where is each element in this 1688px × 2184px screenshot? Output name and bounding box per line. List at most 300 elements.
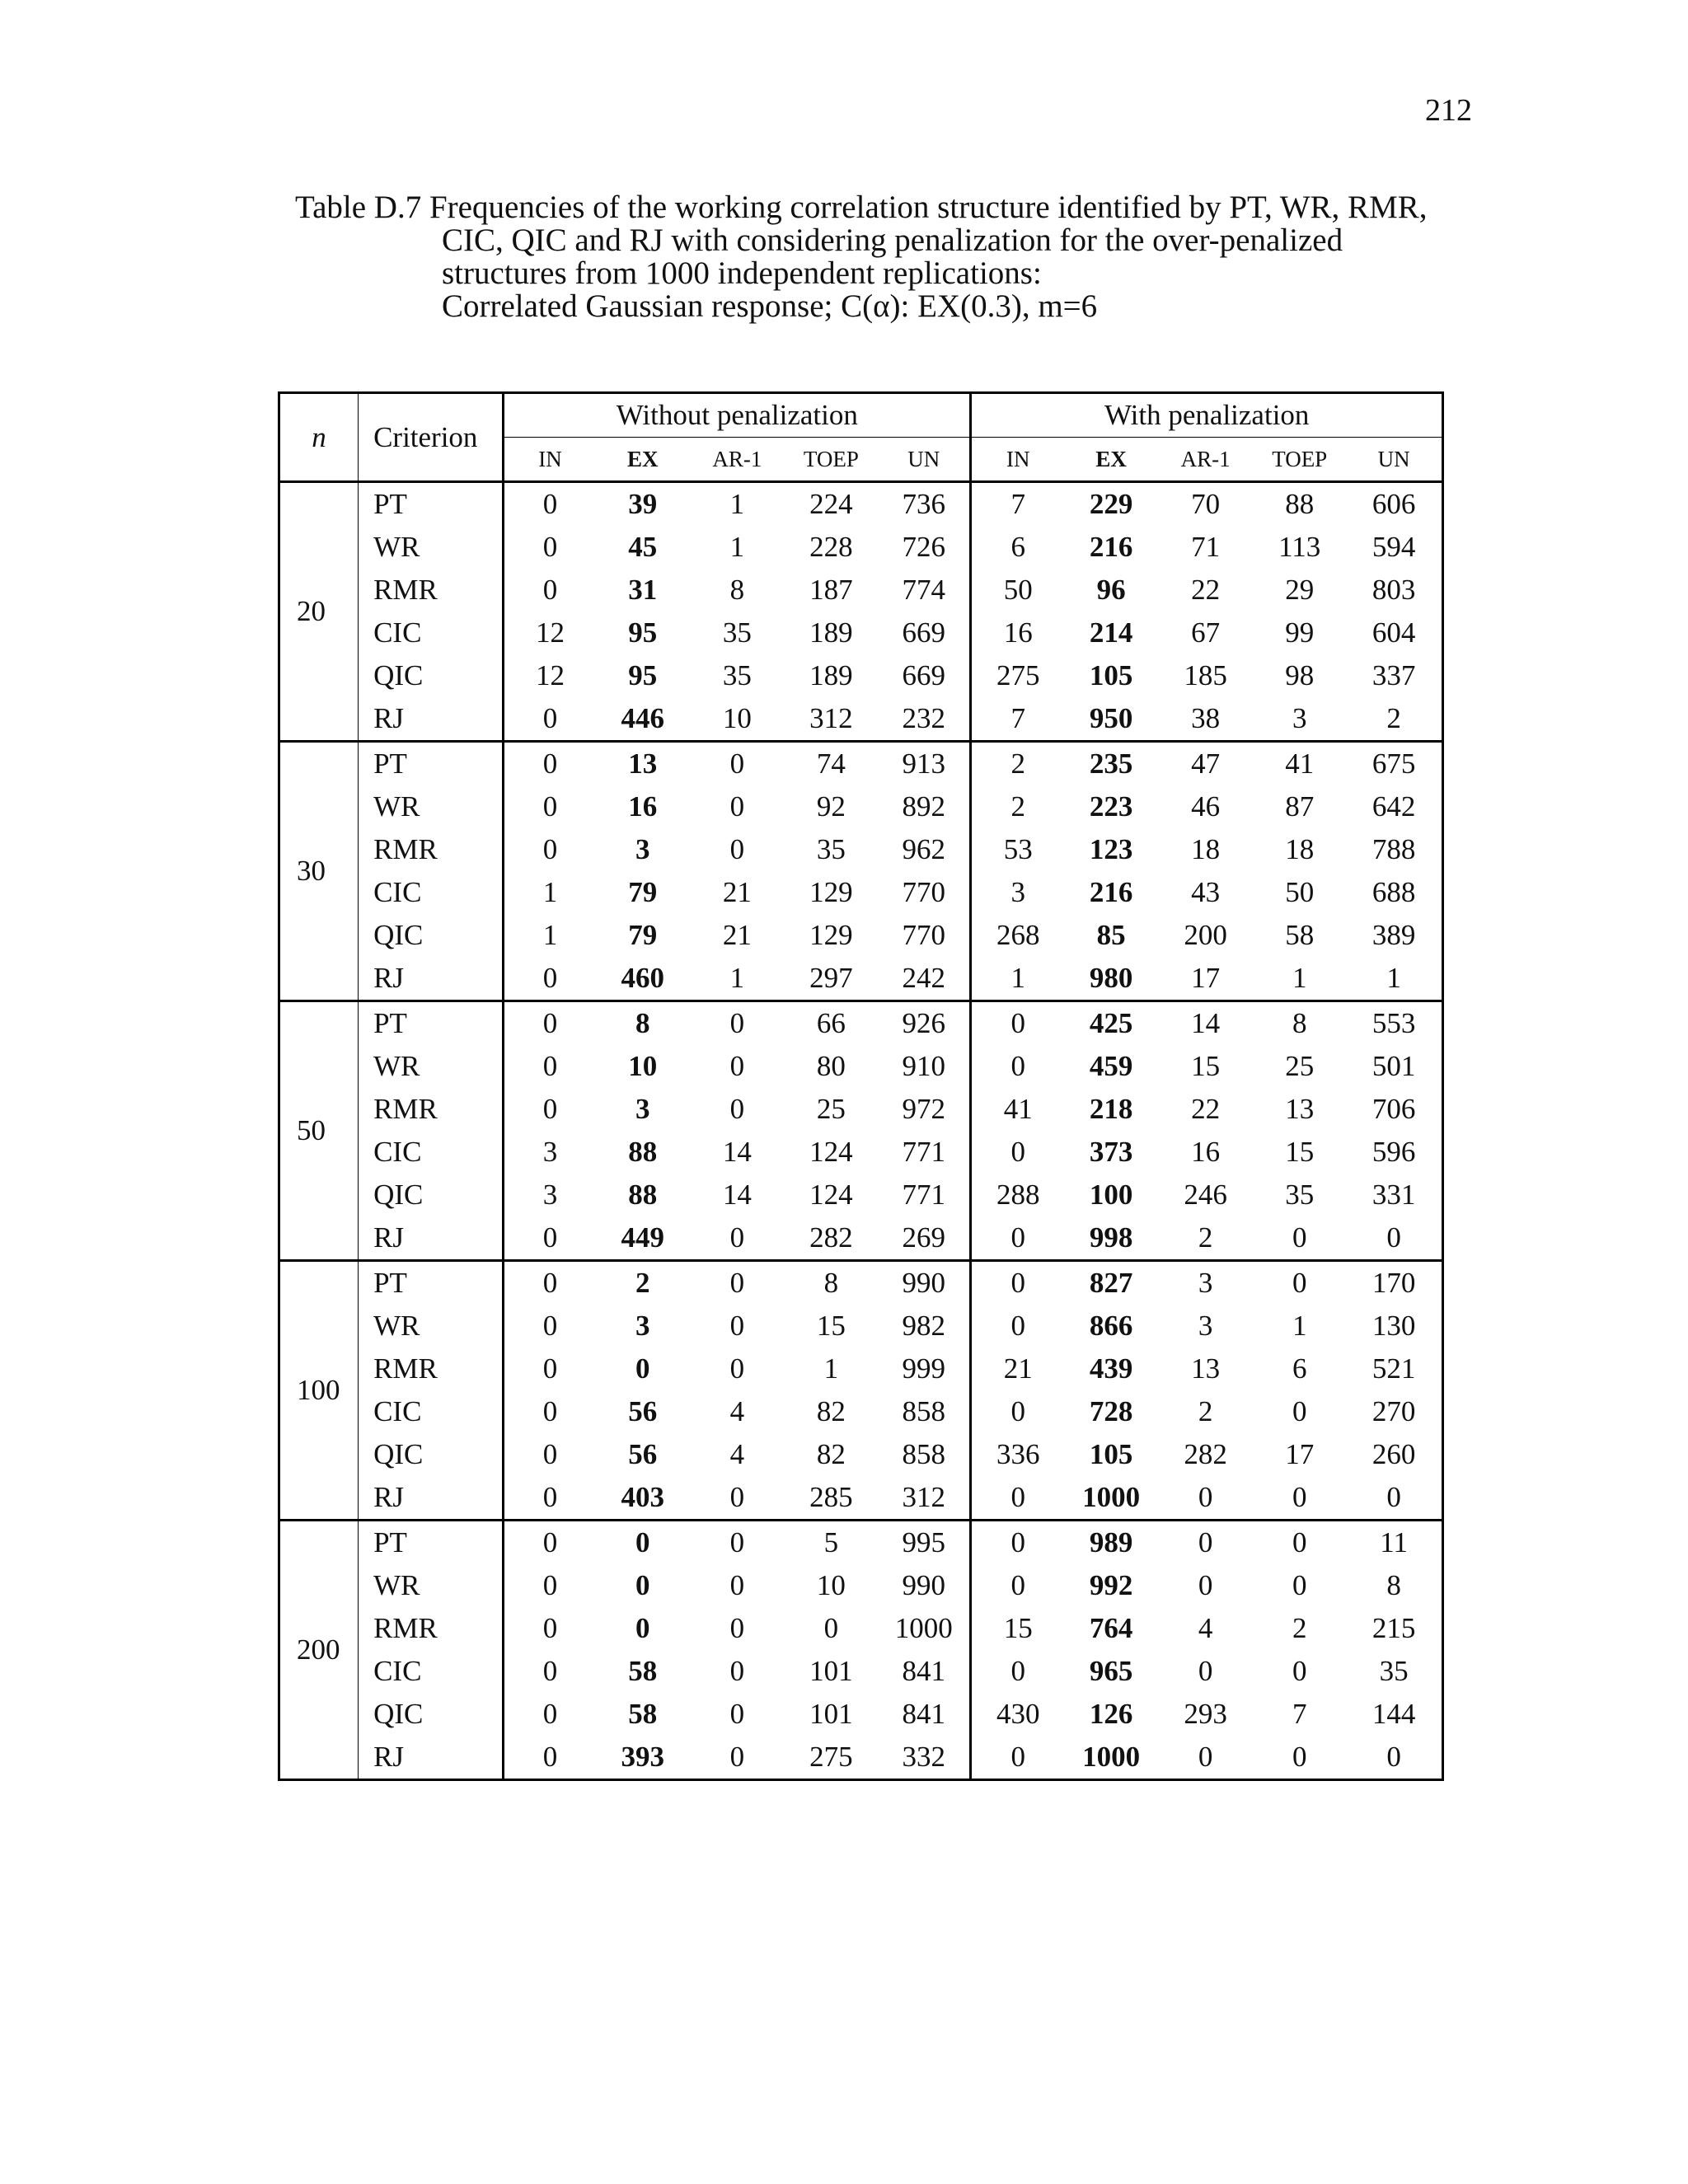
table-row [279, 914, 1443, 957]
value-cell: 38 [1158, 697, 1253, 742]
value-cell: 0 [504, 1476, 596, 1521]
value-cell: 0 [729, 1267, 745, 1299]
value-cell: 841 [878, 1693, 971, 1736]
table-row [279, 1693, 1443, 1736]
value-cell: 892 [878, 785, 971, 828]
table-row [279, 1521, 1443, 1565]
value-cell: 66 [816, 1007, 846, 1039]
table-row [279, 1433, 1443, 1476]
value-cell: 2 [1158, 1216, 1253, 1261]
value-cell: 0 [729, 1526, 745, 1558]
value-cell: 0 [542, 1395, 558, 1427]
value-cell: 841 [878, 1650, 971, 1693]
table-row [279, 654, 1443, 697]
value-cell: 235 [1089, 748, 1133, 780]
value-cell: 242 [878, 957, 971, 1001]
value-cell: 736 [878, 482, 971, 527]
table-row [279, 1131, 1443, 1174]
value-cell: 998 [1064, 1216, 1158, 1261]
value-cell: 11 [1380, 1526, 1408, 1558]
value-cell: 79 [628, 919, 658, 951]
value-cell: 989 [1089, 1526, 1133, 1558]
value-cell: 446 [596, 697, 690, 742]
value-cell: 71 [1191, 531, 1221, 563]
value-cell: 12 [535, 659, 565, 691]
sample-size-cell: 100 [279, 1261, 359, 1521]
value-cell: 5 [823, 1526, 839, 1558]
value-cell: 31 [628, 574, 658, 606]
value-cell: 2 [1346, 697, 1442, 742]
value-cell: 187 [809, 574, 853, 606]
criterion-cell: RJ [359, 1476, 504, 1521]
value-cell: 0 [635, 1526, 650, 1558]
value-cell: 0 [690, 1216, 785, 1261]
value-cell: 995 [878, 1521, 971, 1565]
value-cell: 130 [1372, 1310, 1416, 1342]
table-row [279, 828, 1443, 871]
value-cell: 17 [1158, 957, 1253, 1001]
value-cell: 965 [1089, 1655, 1133, 1687]
table-row [279, 1347, 1443, 1390]
criterion-cell: CIC [359, 612, 504, 654]
criterion-cell: WR [359, 1564, 504, 1607]
value-cell: 246 [1184, 1179, 1227, 1211]
value-cell: 16 [1003, 616, 1033, 649]
value-cell: 50 [1285, 876, 1315, 908]
value-cell: 293 [1184, 1698, 1227, 1730]
value-cell: 200 [1184, 919, 1227, 951]
subheader-cell: UN [1346, 438, 1442, 482]
table-row [279, 1305, 1443, 1347]
table-row [279, 1736, 1443, 1780]
value-cell: 14 [1191, 1007, 1221, 1039]
value-cell: 669 [878, 654, 971, 697]
criterion-cell: PT [359, 1261, 504, 1305]
value-cell: 0 [1346, 1216, 1442, 1261]
value-cell: 0 [1198, 1569, 1213, 1601]
value-cell: 82 [816, 1395, 846, 1427]
value-cell: 403 [596, 1476, 690, 1521]
value-cell: 3 [1198, 1310, 1213, 1342]
value-cell: 0 [1010, 1655, 1026, 1687]
value-cell: 15 [1003, 1612, 1033, 1644]
value-cell: 170 [1372, 1267, 1416, 1299]
table-row [279, 1216, 1443, 1261]
value-cell: 35 [1285, 1179, 1315, 1211]
value-cell: 0 [1010, 1310, 1026, 1342]
value-cell: 41 [1285, 748, 1315, 780]
value-cell: 0 [504, 1736, 596, 1780]
value-cell: 0 [1158, 1476, 1253, 1521]
value-cell: 3 [542, 1179, 558, 1211]
value-cell: 70 [1191, 488, 1221, 520]
value-cell: 216 [1089, 876, 1133, 908]
value-cell: 553 [1372, 1007, 1416, 1039]
value-cell: 2 [1010, 790, 1026, 823]
value-cell: 88 [1285, 488, 1315, 520]
table-row [279, 482, 1443, 527]
value-cell: 269 [878, 1216, 971, 1261]
value-cell: 16 [1191, 1136, 1221, 1168]
value-cell: 16 [628, 790, 658, 823]
value-cell: 0 [1010, 1136, 1026, 1168]
value-cell: 332 [878, 1736, 971, 1780]
value-cell: 282 [1184, 1438, 1227, 1470]
value-cell: 0 [504, 697, 596, 742]
value-cell: 82 [816, 1438, 846, 1470]
table-row [279, 1174, 1443, 1216]
criterion-cell: RMR [359, 1347, 504, 1390]
value-cell: 0 [542, 488, 558, 520]
table-row [279, 1001, 1443, 1046]
value-cell: 3 [1253, 697, 1346, 742]
value-cell: 4 [729, 1438, 745, 1470]
value-cell: 224 [809, 488, 853, 520]
value-cell: 770 [878, 914, 971, 957]
value-cell: 2 [1010, 748, 1026, 780]
value-cell: 596 [1372, 1136, 1416, 1168]
value-cell: 1 [1292, 1310, 1307, 1342]
value-cell: 0 [542, 574, 558, 606]
value-cell: 0 [690, 1736, 785, 1780]
value-cell: 999 [878, 1347, 971, 1390]
value-cell: 606 [1372, 488, 1416, 520]
table-row [279, 526, 1443, 569]
group-header-with-penalization: With penalization [971, 393, 1443, 438]
value-cell: 0 [542, 833, 558, 865]
value-cell: 14 [722, 1136, 752, 1168]
value-cell: 0 [971, 1216, 1064, 1261]
value-cell: 0 [542, 1093, 558, 1125]
subheader-cell: AR-1 [1158, 438, 1253, 482]
value-cell: 6 [1010, 531, 1026, 563]
value-cell: 35 [1379, 1655, 1409, 1687]
value-cell: 0 [1198, 1655, 1213, 1687]
value-cell: 0 [729, 748, 745, 780]
caption-line: Correlated Gaussian response; C(α): EX(0.3), m=6 [442, 288, 1098, 324]
value-cell: 913 [878, 742, 971, 786]
value-cell: 7 [1292, 1698, 1307, 1730]
subheader-cell: EX [1064, 438, 1158, 482]
value-cell: 13 [628, 748, 658, 780]
value-cell: 858 [878, 1433, 971, 1476]
value-cell: 46 [1191, 790, 1221, 823]
value-cell: 223 [1089, 790, 1133, 823]
value-cell: 98 [1285, 659, 1315, 691]
value-cell: 0 [1198, 1526, 1213, 1558]
value-cell: 0 [1010, 1569, 1026, 1601]
value-cell: 8 [635, 1007, 650, 1039]
value-cell: 0 [1010, 1526, 1026, 1558]
criterion-cell: CIC [359, 1390, 504, 1433]
value-cell: 3 [1010, 876, 1026, 908]
value-cell: 232 [878, 697, 971, 742]
value-cell: 0 [729, 1050, 745, 1082]
caption-line: Table D.7 Frequencies of the working correlation structure identified by PT, WR, RMR, [295, 190, 1428, 225]
criterion-cell: QIC [359, 1433, 504, 1476]
value-cell: 962 [878, 828, 971, 871]
value-cell: 3 [542, 1136, 558, 1168]
value-cell: 0 [1158, 1736, 1253, 1780]
column-header-n: n [279, 393, 359, 482]
value-cell: 0 [1253, 1736, 1346, 1780]
value-cell: 4 [729, 1395, 745, 1427]
value-cell: 144 [1372, 1698, 1416, 1730]
value-cell: 728 [1089, 1395, 1133, 1427]
value-cell: 604 [1372, 616, 1416, 649]
value-cell: 0 [1010, 1007, 1026, 1039]
value-cell: 25 [1285, 1050, 1315, 1082]
value-cell: 79 [628, 876, 658, 908]
value-cell: 85 [1096, 919, 1126, 951]
value-cell: 0 [729, 1093, 745, 1125]
sample-size-cell: 30 [279, 742, 359, 1001]
value-cell: 331 [1372, 1179, 1416, 1211]
value-cell: 29 [1285, 574, 1315, 606]
value-cell: 218 [1089, 1093, 1133, 1125]
criterion-cell: CIC [359, 1131, 504, 1174]
frequency-table [278, 391, 1444, 1781]
value-cell: 0 [542, 1698, 558, 1730]
criterion-cell: QIC [359, 1693, 504, 1736]
value-cell: 425 [1089, 1007, 1133, 1039]
value-cell: 288 [996, 1179, 1040, 1211]
value-cell: 8 [1292, 1007, 1307, 1039]
value-cell: 7 [1010, 488, 1026, 520]
value-cell: 0 [1292, 1569, 1307, 1601]
value-cell: 101 [809, 1698, 853, 1730]
value-cell: 18 [1191, 833, 1221, 865]
value-cell: 15 [816, 1310, 846, 1342]
value-cell: 0 [1010, 1267, 1026, 1299]
value-cell: 22 [1191, 1093, 1221, 1125]
value-cell: 95 [628, 616, 658, 649]
value-cell: 0 [542, 1007, 558, 1039]
value-cell: 0 [1010, 1050, 1026, 1082]
value-cell: 189 [809, 659, 853, 691]
value-cell: 0 [542, 748, 558, 780]
value-cell: 15 [1285, 1136, 1315, 1168]
value-cell: 270 [1372, 1395, 1416, 1427]
value-cell: 3 [635, 1310, 650, 1342]
criterion-cell: RMR [359, 1088, 504, 1131]
value-cell: 7 [971, 697, 1064, 742]
value-cell: 285 [785, 1476, 878, 1521]
value-cell: 459 [1089, 1050, 1133, 1082]
subheader-cell: TOEP [785, 438, 878, 482]
value-cell: 0 [729, 790, 745, 823]
value-cell: 35 [722, 659, 752, 691]
value-cell: 8 [1386, 1569, 1401, 1601]
subheader-cell: EX [596, 438, 690, 482]
value-cell: 1 [1346, 957, 1442, 1001]
value-cell: 0 [504, 957, 596, 1001]
value-cell: 8 [729, 574, 745, 606]
subheader-cell: TOEP [1253, 438, 1346, 482]
value-cell: 0 [1292, 1267, 1307, 1299]
value-cell: 0 [823, 1612, 839, 1644]
value-cell: 1000 [1064, 1476, 1158, 1521]
value-cell: 74 [816, 748, 846, 780]
value-cell: 430 [996, 1698, 1040, 1730]
value-cell: 312 [785, 697, 878, 742]
value-cell: 3 [635, 833, 650, 865]
value-cell: 675 [1372, 748, 1416, 780]
value-cell: 0 [729, 833, 745, 865]
value-cell: 0 [542, 1438, 558, 1470]
criterion-cell: RJ [359, 957, 504, 1001]
value-cell: 0 [504, 1216, 596, 1261]
value-cell: 105 [1089, 1438, 1133, 1470]
value-cell: 0 [729, 1569, 745, 1601]
value-cell: 337 [1372, 659, 1416, 691]
value-cell: 393 [596, 1736, 690, 1780]
table-row [279, 957, 1443, 1001]
table-caption [295, 191, 1465, 323]
value-cell: 980 [1064, 957, 1158, 1001]
value-cell: 87 [1285, 790, 1315, 823]
value-cell: 0 [542, 1267, 558, 1299]
value-cell: 14 [722, 1179, 752, 1211]
value-cell: 521 [1372, 1352, 1416, 1385]
value-cell: 185 [1184, 659, 1227, 691]
value-cell: 0 [1292, 1395, 1307, 1427]
value-cell: 56 [628, 1438, 658, 1470]
value-cell: 439 [1089, 1352, 1133, 1385]
value-cell: 688 [1372, 876, 1416, 908]
value-cell: 2 [1292, 1612, 1307, 1644]
value-cell: 56 [628, 1395, 658, 1427]
value-cell: 124 [809, 1179, 853, 1211]
value-cell: 58 [1285, 919, 1315, 951]
value-cell: 228 [809, 531, 853, 563]
value-cell: 95 [628, 659, 658, 691]
table-row [279, 785, 1443, 828]
criterion-cell: WR [359, 1305, 504, 1347]
table-row [279, 612, 1443, 654]
criterion-cell: QIC [359, 914, 504, 957]
table-row [279, 697, 1443, 742]
value-cell: 0 [1292, 1526, 1307, 1558]
value-cell: 4 [1198, 1612, 1213, 1644]
caption-line: CIC, QIC and RJ with considering penalization for the over-penalized [442, 223, 1343, 258]
table-row [279, 569, 1443, 612]
criterion-cell: RMR [359, 1607, 504, 1650]
value-cell: 0 [542, 1310, 558, 1342]
value-cell: 25 [816, 1093, 846, 1125]
value-cell: 101 [809, 1655, 853, 1687]
value-cell: 771 [878, 1131, 971, 1174]
value-cell: 0 [1253, 1216, 1346, 1261]
value-cell: 1 [729, 531, 745, 563]
value-cell: 96 [1096, 574, 1126, 606]
value-cell: 260 [1372, 1438, 1416, 1470]
value-cell: 113 [1278, 531, 1321, 563]
table-row [279, 1390, 1443, 1433]
value-cell: 10 [690, 697, 785, 742]
value-cell: 0 [542, 1352, 558, 1385]
value-cell: 926 [878, 1001, 971, 1046]
value-cell: 0 [635, 1612, 650, 1644]
value-cell: 373 [1089, 1136, 1133, 1168]
value-cell: 92 [816, 790, 846, 823]
value-cell: 58 [628, 1698, 658, 1730]
caption-line: structures from 1000 independent replications: [442, 255, 1042, 291]
criterion-cell: PT [359, 1001, 504, 1046]
value-cell: 0 [542, 531, 558, 563]
value-cell: 18 [1285, 833, 1315, 865]
value-cell: 950 [1064, 697, 1158, 742]
value-cell: 1 [690, 957, 785, 1001]
table-row [279, 1045, 1443, 1088]
value-cell: 1 [1253, 957, 1346, 1001]
subheader-cell: UN [878, 438, 971, 482]
value-cell: 80 [816, 1050, 846, 1082]
value-cell: 910 [878, 1045, 971, 1088]
value-cell: 297 [785, 957, 878, 1001]
value-cell: 992 [1089, 1569, 1133, 1601]
value-cell: 216 [1089, 531, 1133, 563]
value-cell: 771 [878, 1174, 971, 1216]
value-cell: 229 [1089, 488, 1133, 520]
value-cell: 0 [542, 790, 558, 823]
value-cell: 642 [1372, 790, 1416, 823]
value-cell: 0 [542, 1050, 558, 1082]
value-cell: 129 [809, 919, 853, 951]
value-cell: 449 [596, 1216, 690, 1261]
value-cell: 1 [729, 488, 745, 520]
value-cell: 45 [628, 531, 658, 563]
value-cell: 0 [729, 1352, 745, 1385]
value-cell: 129 [809, 876, 853, 908]
value-cell: 972 [878, 1088, 971, 1131]
value-cell: 764 [1089, 1612, 1133, 1644]
value-cell: 770 [878, 871, 971, 914]
value-cell: 43 [1191, 876, 1221, 908]
criterion-cell: RMR [359, 828, 504, 871]
value-cell: 6 [1292, 1352, 1307, 1385]
value-cell: 990 [878, 1564, 971, 1607]
value-cell: 0 [971, 1736, 1064, 1780]
value-cell: 501 [1372, 1050, 1416, 1082]
value-cell: 100 [1089, 1179, 1133, 1211]
value-cell: 214 [1089, 616, 1133, 649]
value-cell: 22 [1191, 574, 1221, 606]
criterion-cell: CIC [359, 1650, 504, 1693]
table-body [279, 482, 1443, 1780]
value-cell: 282 [785, 1216, 878, 1261]
criterion-cell: CIC [359, 871, 504, 914]
table-row [279, 1088, 1443, 1131]
value-cell: 0 [542, 1569, 558, 1601]
value-cell: 17 [1285, 1438, 1315, 1470]
value-cell: 1 [542, 876, 558, 908]
value-cell: 1000 [1064, 1736, 1158, 1780]
value-cell: 21 [1003, 1352, 1033, 1385]
value-cell: 15 [1191, 1050, 1221, 1082]
value-cell: 982 [878, 1305, 971, 1347]
table-row [279, 871, 1443, 914]
value-cell: 0 [729, 1698, 745, 1730]
value-cell: 88 [628, 1179, 658, 1211]
criterion-cell: WR [359, 526, 504, 569]
value-cell: 13 [1191, 1352, 1221, 1385]
value-cell: 0 [729, 1612, 745, 1644]
value-cell: 126 [1089, 1698, 1133, 1730]
value-cell: 3 [635, 1093, 650, 1125]
value-cell: 215 [1372, 1612, 1416, 1644]
value-cell: 268 [996, 919, 1040, 951]
